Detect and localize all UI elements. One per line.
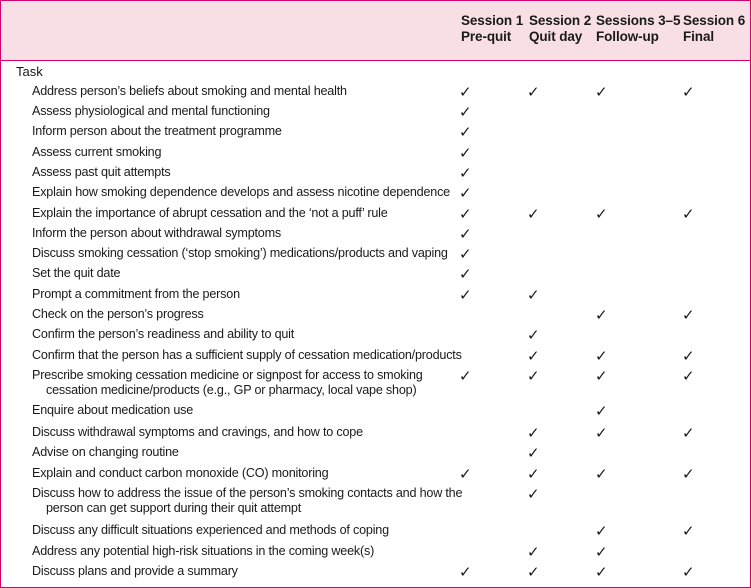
task-text: [32, 486, 463, 516]
check-icon: ✓: [527, 465, 540, 483]
column-header-line2: Follow-up: [596, 29, 659, 44]
check-icon: ✓: [595, 522, 608, 540]
check-icon: ✓: [527, 485, 540, 503]
check-icon: ✓: [682, 465, 695, 483]
check-icon: ✓: [595, 465, 608, 483]
check-icon: ✓: [595, 83, 608, 101]
check-icon: ✓: [527, 444, 540, 462]
check-icon: ✓: [459, 144, 472, 162]
table-header: [1, 1, 750, 61]
task-text: [32, 564, 452, 579]
check-icon: ✓: [459, 563, 472, 581]
task-text-line: Enquire about medication use: [32, 403, 194, 417]
task-text: [32, 445, 452, 460]
check-icon: ✓: [527, 424, 540, 442]
task-text: [32, 425, 452, 440]
check-icon: ✓: [595, 543, 608, 561]
check-icon: ✓: [459, 184, 472, 202]
task-column-label: Task: [16, 64, 43, 79]
task-text: [32, 226, 452, 241]
task-text: [32, 348, 462, 363]
task-text-line: Address any potential high-risk situations in the coming week(s): [32, 544, 375, 558]
task-text-line: Assess physiological and mental functioning: [32, 104, 270, 118]
task-text: [32, 185, 452, 200]
task-text-line: Explain the importance of abrupt cessation and the ‘not a puff’ rule: [32, 206, 388, 220]
task-text-line: Assess past quit attempts: [32, 165, 171, 179]
task-text-line: Confirm the person’s readiness and ability to quit: [32, 327, 295, 341]
check-icon: ✓: [459, 286, 472, 304]
check-icon: ✓: [459, 103, 472, 121]
column-header-line1: Session 6: [683, 13, 746, 28]
task-text: [32, 206, 452, 221]
check-icon: ✓: [595, 306, 608, 324]
task-text: [32, 124, 452, 139]
check-icon: ✓: [527, 205, 540, 223]
task-text: [32, 165, 452, 180]
check-icon: ✓: [527, 286, 540, 304]
task-text-line: Inform person about the treatment programme: [32, 124, 282, 138]
task-text-line: Confirm that the person has a sufficient supply of cessation medication/products: [32, 348, 462, 362]
task-text-line: Inform the person about withdrawal symptoms: [32, 226, 281, 240]
check-icon: ✓: [595, 205, 608, 223]
column-header-line2: Final: [683, 29, 715, 44]
column-header-line2: Pre-quit: [461, 29, 512, 44]
check-icon: ✓: [595, 367, 608, 385]
task-text: [32, 544, 452, 559]
check-icon: ✓: [527, 347, 540, 365]
check-icon: ✓: [459, 367, 472, 385]
column-header-line1: Session 1: [461, 13, 524, 28]
check-icon: ✓: [682, 424, 695, 442]
column-header-session-2: [529, 13, 591, 45]
column-header-line1: Sessions 3–5: [596, 13, 681, 28]
check-icon: ✓: [459, 465, 472, 483]
task-text: [32, 287, 452, 302]
task-text: [32, 466, 452, 481]
task-text-continuation: person can get support during their quit attempt: [46, 501, 302, 515]
check-icon: ✓: [595, 424, 608, 442]
column-header-sessions-3-5: [596, 13, 680, 45]
task-text-line: Check on the person’s progress: [32, 307, 204, 321]
check-icon: ✓: [459, 225, 472, 243]
task-text-line: Explain how smoking dependence develops and assess nicotine dependence: [32, 185, 450, 199]
task-text: [32, 327, 452, 342]
check-icon: ✓: [527, 83, 540, 101]
task-text: [32, 307, 452, 322]
check-icon: ✓: [459, 164, 472, 182]
task-text-line: Prescribe smoking cessation medicine or signpost for access to smoking: [32, 368, 423, 382]
task-text: [32, 368, 452, 398]
column-header-line2: Quit day: [529, 29, 583, 44]
check-icon: ✓: [459, 245, 472, 263]
task-text-line: Explain and conduct carbon monoxide (CO) monitoring: [32, 466, 329, 480]
task-text: [32, 403, 452, 418]
task-text-line: Assess current smoking: [32, 145, 162, 159]
task-text-line: Advise on changing routine: [32, 445, 179, 459]
check-icon: ✓: [459, 265, 472, 283]
check-icon: ✓: [595, 402, 608, 420]
task-text-line: Discuss how to address the issue of the person’s smoking contacts and how the: [32, 486, 463, 500]
task-text: [32, 84, 452, 99]
task-text-continuation: cessation medicine/products (e.g., GP or pharmacy, local vape shop): [46, 383, 417, 397]
check-icon: ✓: [459, 123, 472, 141]
task-text-line: Discuss plans and provide a summary: [32, 564, 238, 578]
check-icon: ✓: [527, 326, 540, 344]
task-text-line: Discuss withdrawal symptoms and cravings, and how to cope: [32, 425, 363, 439]
check-icon: ✓: [682, 367, 695, 385]
check-icon: ✓: [595, 563, 608, 581]
check-icon: ✓: [682, 522, 695, 540]
check-icon: ✓: [682, 205, 695, 223]
task-text-line: Address person’s beliefs about smoking and mental health: [32, 84, 347, 98]
check-icon: ✓: [682, 306, 695, 324]
column-header-session-1: [461, 13, 523, 45]
task-text: [32, 104, 452, 119]
check-icon: ✓: [459, 83, 472, 101]
check-icon: ✓: [527, 563, 540, 581]
check-icon: ✓: [527, 367, 540, 385]
check-icon: ✓: [459, 205, 472, 223]
task-text: [32, 266, 452, 281]
task-text: [32, 523, 452, 538]
check-icon: ✓: [527, 543, 540, 561]
task-text-line: Set the quit date: [32, 266, 121, 280]
check-icon: ✓: [682, 347, 695, 365]
task-text-line: Prompt a commitment from the person: [32, 287, 240, 301]
task-text-line: Discuss any difficult situations experienced and methods of coping: [32, 523, 389, 537]
column-header-line1: Session 2: [529, 13, 592, 28]
check-icon: ✓: [595, 347, 608, 365]
task-text-line: Discuss smoking cessation (‘stop smoking’) medications/products and vaping: [32, 246, 448, 260]
check-icon: ✓: [682, 83, 695, 101]
task-text: [32, 246, 452, 261]
column-header-session-6: [683, 13, 745, 45]
task-text: [32, 145, 452, 160]
check-icon: ✓: [682, 563, 695, 581]
